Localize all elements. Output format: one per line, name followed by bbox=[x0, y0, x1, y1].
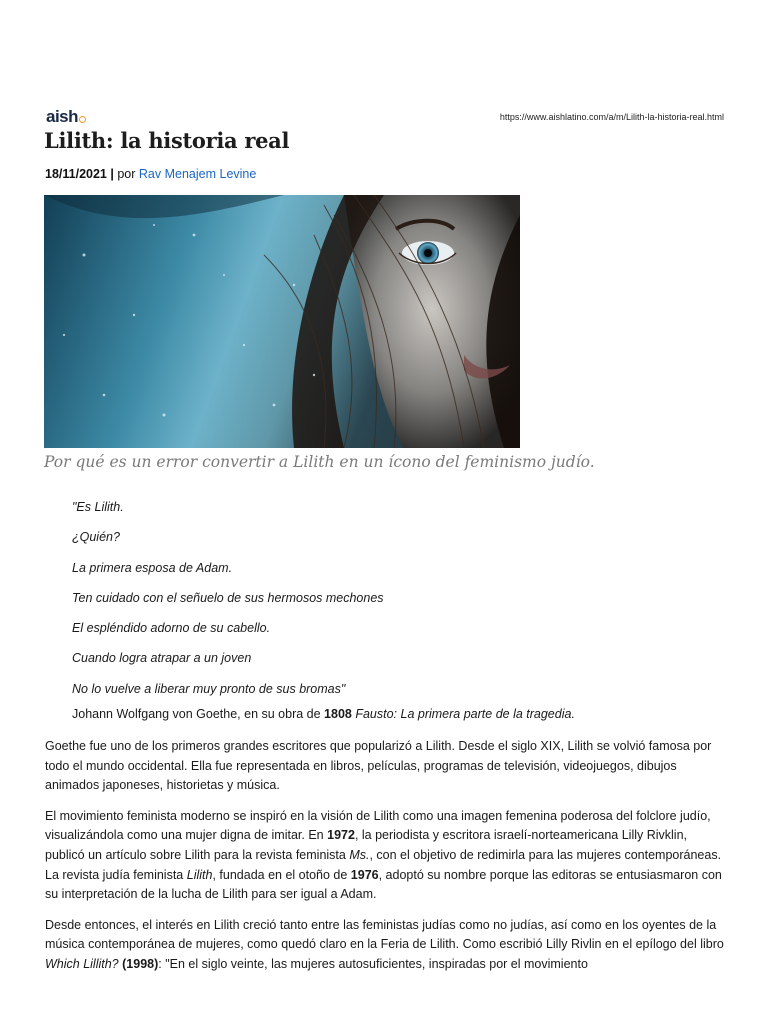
p3-text: Desde entonces, el interés en Lilith creció tanto entre las feministas judías como no judías, así como en los oyentes de la música contemporánea de mujeres, como quedó claro en la Feria de Lilith. Como escribió Lilly Rivlin en el epílogo del libro bbox=[45, 917, 724, 952]
publish-date: 18/11/2021 bbox=[45, 167, 107, 181]
p2-year-1976: 1976 bbox=[350, 867, 379, 882]
p2-text: , con el objetivo de redimirla para las mujeres contemporáneas. La revista judía feminista bbox=[45, 847, 722, 882]
p3-year: (1998) bbox=[122, 956, 159, 971]
attribution-work: Fausto: La primera parte de la tragedia. bbox=[355, 707, 575, 721]
hero-image bbox=[44, 195, 520, 448]
attribution-author: Johann Wolfgang von Goethe, en su obra de bbox=[72, 707, 321, 721]
poem-line: ¿Quién? bbox=[72, 530, 120, 545]
logo-dot-icon bbox=[79, 116, 86, 123]
p2-year-1972: 1972 bbox=[327, 828, 355, 843]
paragraph-1: Goethe fue uno de los primeros grandes escritores que popularizó a Lilith. Desde el siglo XIX, Lilith se volvió famosa por todo el mundo occidental. Ella fue representada en libros, películas, programas de televisión, videojuegos, dibujos animados japoneses, historietas y música. bbox=[45, 739, 712, 793]
meta-separator: | bbox=[110, 167, 114, 181]
p2-text: , fundada en el otoño de bbox=[212, 867, 348, 882]
hero-illustration bbox=[44, 195, 520, 448]
poem-line: El espléndido adorno de su cabello. bbox=[72, 621, 271, 636]
quote-attribution bbox=[72, 707, 575, 721]
article-subtitle: Por qué es un error convertir a Lilith en un ícono del feminismo judío. bbox=[44, 453, 595, 471]
p2-magazine-ms: Ms. bbox=[349, 847, 370, 862]
paragraph-2 bbox=[45, 807, 725, 905]
poem-line: Ten cuidado con el señuelo de sus hermosos mechones bbox=[72, 590, 384, 605]
p3-text: : "En el siglo veinte, las mujeres autosuficientes, inspiradas por el movimiento bbox=[158, 956, 588, 971]
page-url: https://www.aishlatino.com/a/m/Lilith-la-historia-real.html bbox=[499, 112, 724, 122]
article-title: Lilith: la historia real bbox=[44, 128, 290, 153]
poem-line: "Es Lilith. bbox=[72, 500, 124, 514]
attribution-year: 1808 bbox=[324, 707, 352, 721]
author-link[interactable]: Rav Menajem Levine bbox=[138, 167, 257, 181]
p2-text: , adoptó su nombre porque las editoras se entusiasmaron con su interpretación de la lucha de Lilith para ser igual a Adam. bbox=[45, 867, 722, 902]
p3-book-title: Which Lillith? bbox=[45, 956, 119, 971]
poem-line: No lo vuelve a liberar muy pronto de sus bromas" bbox=[72, 681, 346, 696]
logo-text: aish bbox=[46, 107, 79, 126]
p2-magazine-lilith: Lilith bbox=[186, 867, 213, 882]
poem-quote bbox=[72, 497, 732, 709]
p2-text: , la periodista y escritora israelí-norteamericana Lilly Rivklin, publicó un artículo sobre Lilith para la revista feminista bbox=[45, 828, 688, 862]
aish-logo[interactable] bbox=[46, 107, 86, 127]
article-body bbox=[45, 737, 725, 986]
article-meta bbox=[45, 167, 256, 181]
paragraph-3 bbox=[45, 916, 725, 975]
p2-text: El movimiento feminista moderno se inspiró en la visión de Lilith como una imagen femenina poderosa del folclore judío, visualizándola como una mujer digna de imitar. En bbox=[45, 808, 711, 843]
by-label: por bbox=[117, 167, 136, 181]
poem-line: La primera esposa de Adam. bbox=[72, 560, 233, 575]
poem-line: Cuando logra atrapar a un joven bbox=[72, 651, 252, 666]
